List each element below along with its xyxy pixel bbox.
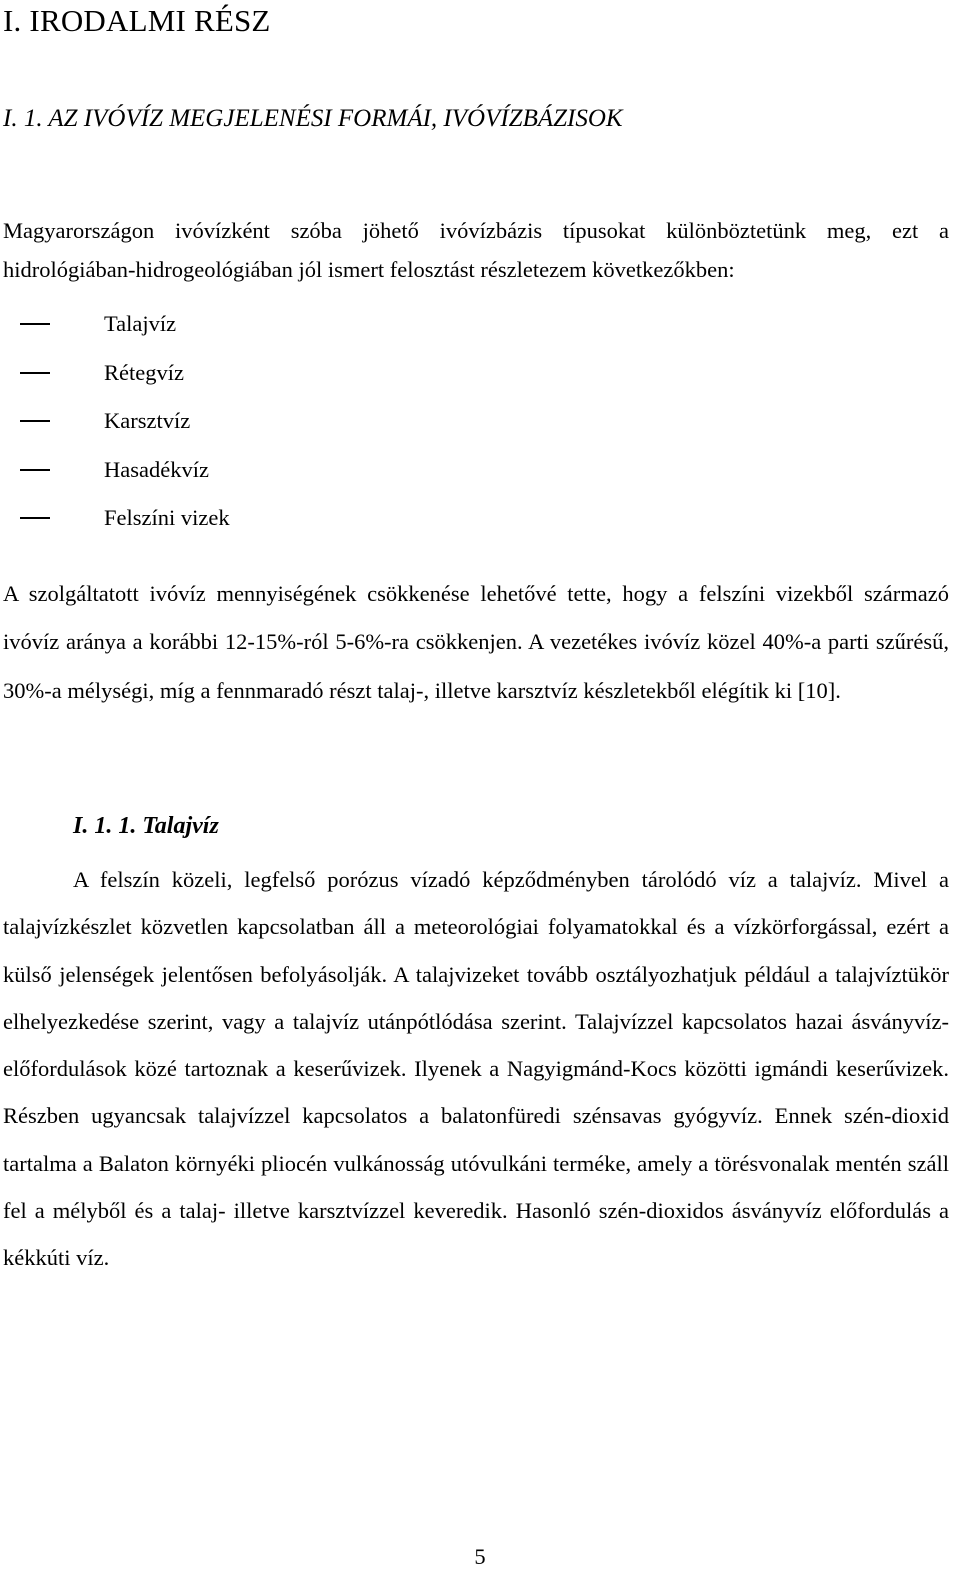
supply-paragraph: A szolgáltatott ivóvíz mennyiségének csökkenése lehetővé tette, hogy a felszíni vizekből származó ivóvíz aránya a korábbi 12-15%-ról 5-6%-ra csökkenjen. A vezetékes ivóvíz közel 40%-a parti szűrésű, 30%-a mélységi, míg a fennmaradó részt talaj-, illetve karsztvíz készletekből elégítik ki [10]. bbox=[3, 581, 949, 703]
page-number bbox=[0, 1539, 960, 1575]
intro-paragraph: Magyarországon ivóvízként szóba jöhető ivóvízbázis típusokat különböztetünk meg, ezt a hidrológiában-hidrogeológiában jól ismert felosztást részletezem következőkben: bbox=[3, 218, 949, 282]
dash-bullet-icon bbox=[20, 420, 50, 422]
list-item-label: Felszíni vizek bbox=[104, 505, 230, 530]
dash-bullet-icon bbox=[20, 372, 50, 374]
page-number-text: 5 bbox=[474, 1544, 486, 1569]
list-item-label: Hasadékvíz bbox=[104, 456, 209, 482]
dash-bullet-icon bbox=[20, 323, 50, 325]
list-item-label: Karsztvíz bbox=[104, 408, 191, 433]
subsection-title: I. 1. 1. Talajvíz bbox=[73, 813, 219, 839]
dash-bullet-icon bbox=[20, 517, 50, 519]
chapter-title: I. IRODALMI RÉSZ bbox=[3, 3, 271, 38]
list-item-label: Talajvíz bbox=[104, 311, 177, 336]
list-item-label: Rétegvíz bbox=[104, 359, 184, 385]
section-title: I. 1. AZ IVÓVÍZ MEGJELENÉSI FORMÁI, IVÓVÍZBÁZISOK bbox=[3, 105, 623, 132]
dash-bullet-icon bbox=[20, 469, 50, 471]
talajviz-paragraph: A felszín közeli, legfelső porózus vízadó képződményben tárolódó víz a talajvíz. Mivel a talajvízkészlet közvetlen kapcsolatban áll a meteorológiai folyamatokkal és a vízkörforgással, ezért a külső jelenségek jelentősen befolyásolják. A talajvizeket tovább osztályozhatjuk például a talajvíztükör elhelyezkedése szerint, vagy a talajvíz utánpótlódása szerint. Talajvízzel kapcsolatos hazai ásványvíz-előfordulások közé tartoznak a keserűvizek. Ilyenek a Nagyigmánd-Kocs közötti igmándi keserűvizek. Részben ugyancsak talajvízzel kapcsolatos a balatonfüredi szénsavas gyógyvíz. Ennek szén-dioxid tartalma a Balaton környéki pliocén vulkánosság utóvulkáni terméke, amely a törésvonalak mentén száll fel a mélyből és a talaj- illetve karsztvízzel keveredik. Hasonló szén-dioxidos ásványvíz előfordulás a kékkúti víz. bbox=[3, 867, 949, 1271]
